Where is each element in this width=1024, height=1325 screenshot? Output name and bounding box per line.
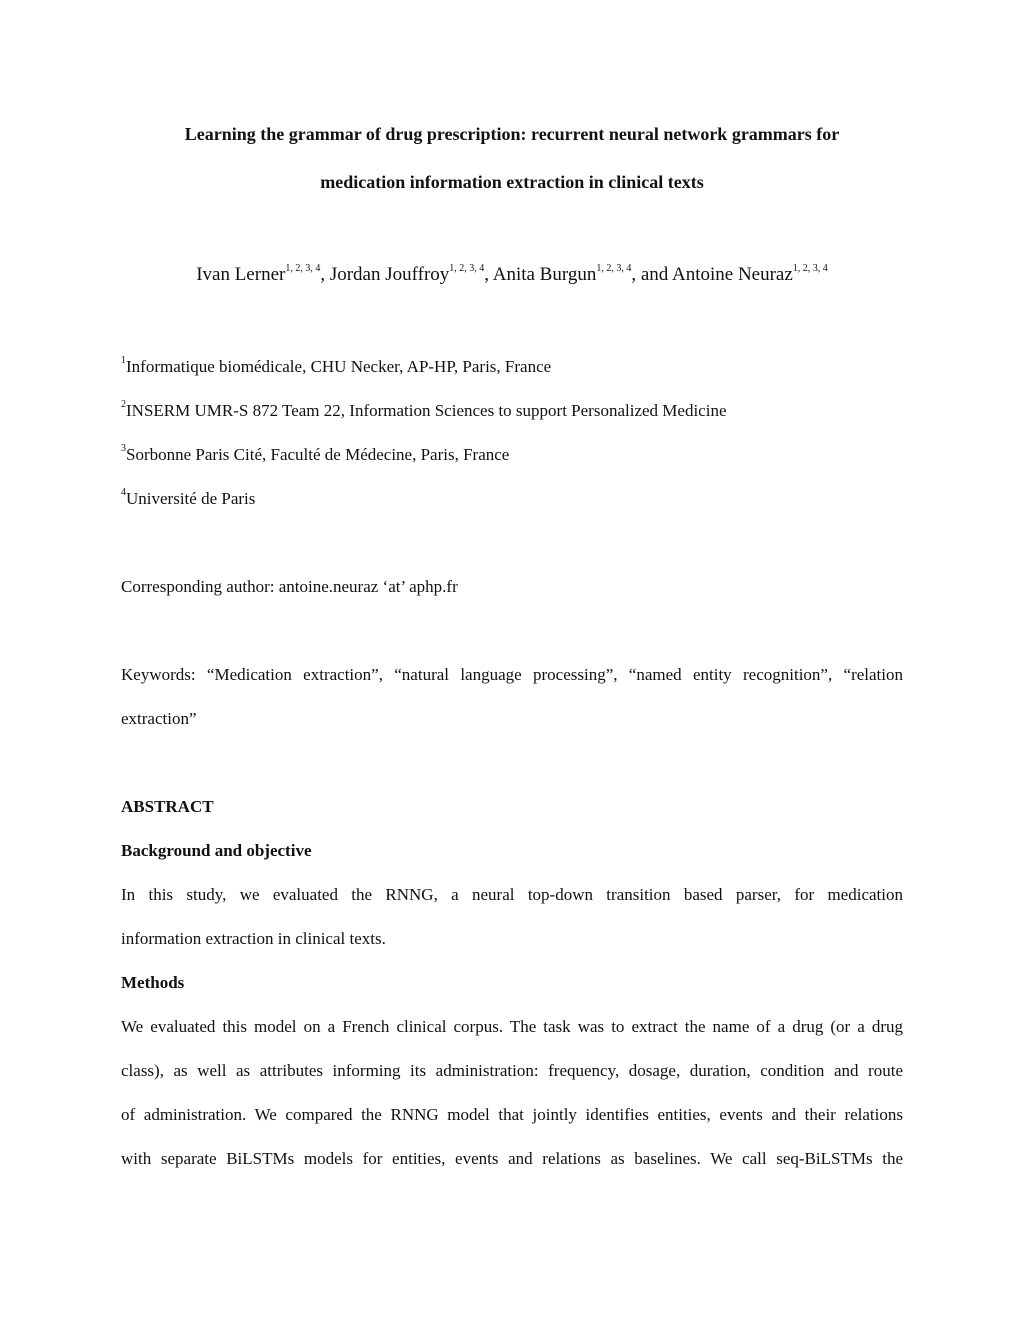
author-name: Antoine Neuraz [671, 264, 793, 285]
corresponding-author: Corresponding author: antoine.neuraz ‘at’ aphp.fr [121, 577, 458, 596]
author-affiliation-marks: 1, 2, 3, 4 [792, 262, 828, 274]
affiliation-text: INSERM UMR-S 872 Team 22, Information Sciences to support Personalized Medicine [126, 401, 727, 420]
abstract-heading: ABSTRACT [121, 797, 214, 816]
author-name: Jordan Jouffroy [329, 264, 450, 285]
author-name: Anita Burgun [492, 264, 597, 285]
author-affiliation-marks: 1, 2, 3, 4 [449, 262, 485, 274]
author-name: Ivan Lerner [196, 264, 286, 285]
affiliation-4 [121, 488, 903, 510]
keywords-line-1: Keywords: “Medication extraction”, “natural language processing”, “named entity recognition”, “relation [121, 665, 903, 684]
author-affiliation-marks: 1, 2, 3, 4 [596, 262, 632, 274]
affiliation-text: Université de Paris [126, 489, 256, 508]
author-list [60, 262, 964, 288]
affiliation-number: 1 [121, 355, 126, 367]
keywords-line-2: extraction” [121, 709, 197, 728]
paper-title-line-2: medication information extraction in clinical texts [320, 172, 704, 192]
methods-line-1: We evaluated this model on a French clinical corpus. The task was to extract the name of a drug (or a drug [121, 1017, 903, 1036]
affiliation-number: 2 [121, 399, 126, 411]
methods-line-2: class), as well as attributes informing its administration: frequency, dosage, duration, condition and route [121, 1061, 903, 1080]
affiliation-number: 3 [121, 443, 126, 455]
author-separator: , [320, 264, 330, 285]
background-heading: Background and objective [121, 841, 312, 860]
background-line-2: information extraction in clinical texts. [121, 929, 386, 948]
author-affiliation-marks: 1, 2, 3, 4 [285, 262, 321, 274]
affiliation-1 [121, 356, 903, 378]
paper-title-line-1: Learning the grammar of drug prescription: recurrent neural network grammars for [184, 124, 840, 144]
methods-heading: Methods [121, 973, 185, 992]
methods-line-3: of administration. We compared the RNNG model that jointly identifies entities, events and their relations [121, 1105, 903, 1124]
author-separator: , [484, 264, 493, 285]
methods-line-4: with separate BiLSTMs models for entities, events and relations as baselines. We call seq-BiLSTMs the [121, 1149, 903, 1168]
affiliation-text: Informatique biomédicale, CHU Necker, AP-HP, Paris, France [126, 357, 552, 376]
background-line-1: In this study, we evaluated the RNNG, a neural top-down transition based parser, for medication [121, 885, 903, 904]
affiliation-2 [121, 400, 903, 422]
affiliation-text: Sorbonne Paris Cité, Faculté de Médecine, Paris, France [126, 445, 510, 464]
affiliation-number: 4 [121, 487, 126, 499]
affiliation-3 [121, 444, 903, 466]
author-separator: , and [631, 264, 672, 285]
